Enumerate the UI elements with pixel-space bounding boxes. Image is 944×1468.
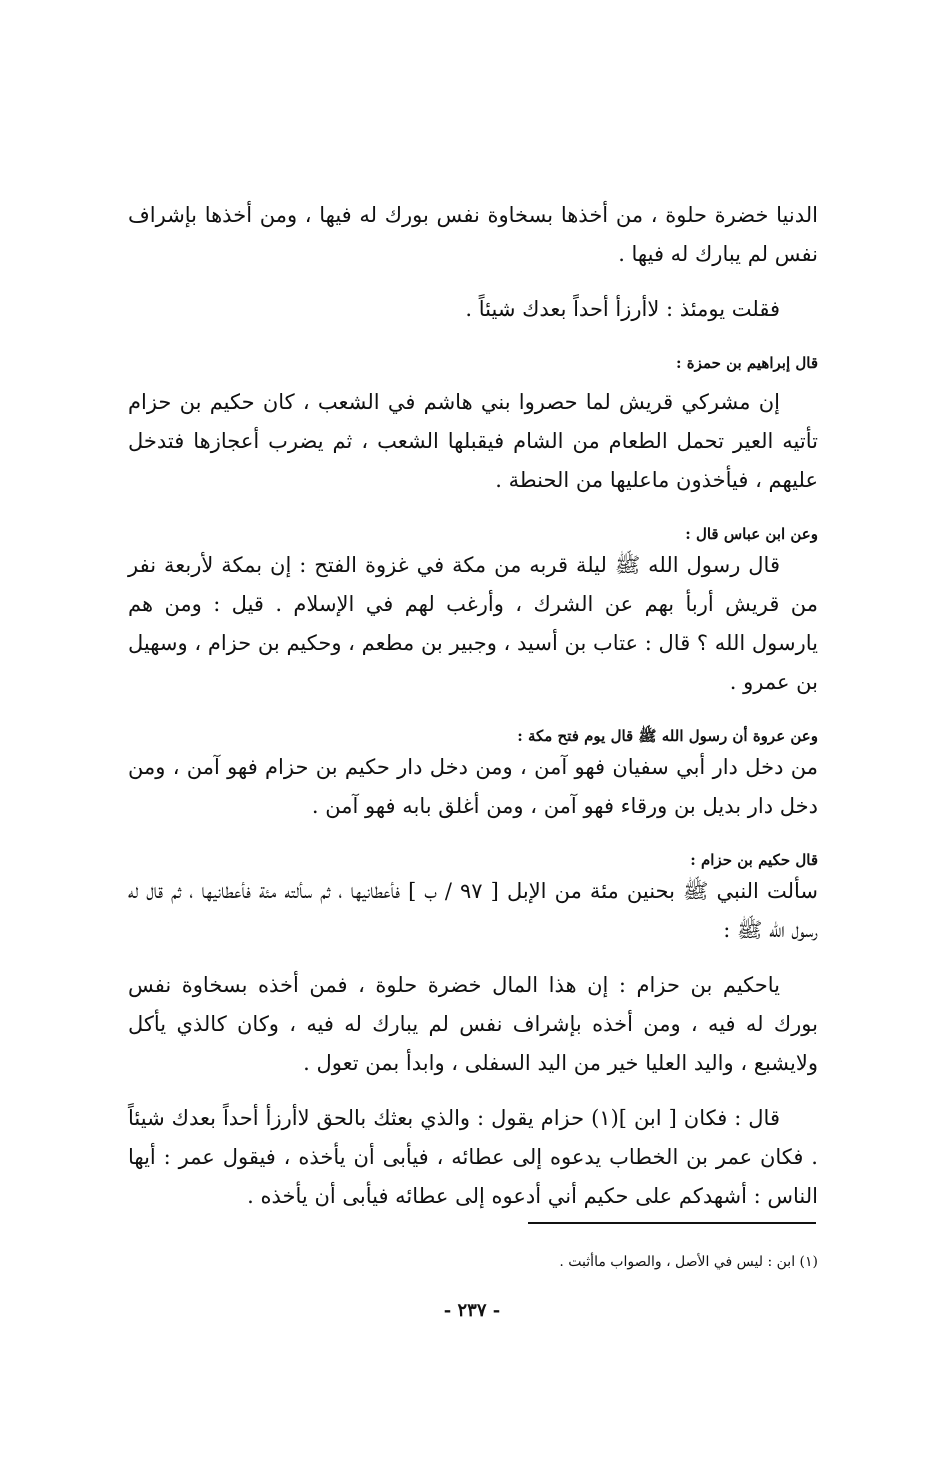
section-heading-hakim: قال حكيم بن حزام : (690, 851, 818, 869)
paragraph-2: فقلت يومئذ : لاأرزأ أحداً بعدك شيئاً . (465, 297, 780, 321)
paragraph-1: الدنيا خضرة حلوة ، من أخذها بسخاوة نفس بورك له فيها ، ومن أخذها بإشراف نفس لم يبارك له فيها . (128, 203, 818, 266)
section-heading-urwa: وعن عروة أن رسول الله ﷺ قال يوم فتح مكة : (517, 727, 818, 745)
paragraph-5: من دخل دار أبي سفيان فهو آمن ، ومن دخل دار حكيم بن حزام فهو آمن ، ومن دخل دار بديل بن ورقاء فهو آمن ، ومن أغلق بابه فهو آمن . (128, 755, 818, 818)
footnote: (١) ابن : ليس في الأصل ، والصواب ماأثبت . (559, 1254, 818, 1270)
section-heading-ibn-abbas: وعن ابن عباس قال : (685, 525, 818, 543)
footnote-divider (528, 1222, 816, 1224)
paragraph-4: قال رسول الله ﷺ ليلة قربه من مكة في غزوة الفتح : إن بمكة لأربعة نفر من قريش أربأ بهم عن الشرك ، وأرغب لهم في الإسلام . قيل : ومن هم يارسول الله ؟ قال : عتاب بن أسيد ، وجبير بن مطعم ، وحكيم بن حزام ، وسهيل بن عمرو . (128, 553, 818, 694)
paragraph-6: سألت النبي ﷺ بحنين مئة من الإبل [ ٩٧ / ب ] فأعطانيها ، ثم سألته مئة فأعطانيها ، ثم قال له رسول الله ﷺ : (128, 879, 819, 942)
page-body (128, 196, 818, 1216)
paragraph-3: إن مشركي قريش لما حصروا بني هاشم في الشعب ، كان حكيم بن حزام تأتيه العير تحمل الطعام من الشام فيقبلها الشعب ، ثم يضرب أعجازها فتدخل عليهم ، فيأخذون ماعليها من الحنطة . (128, 390, 818, 492)
paragraph-7: ياحكيم بن حزام : إن هذا المال خضرة حلوة ، فمن أخذه بسخاوة نفس بورك له فيه ، ومن أخذه بإشراف نفس لم يبارك له فيه ، وكان كالذي يأكل ولايشبع ، واليد العليا خير من اليد السفلى ، وابدأ بمن تعول . (128, 973, 818, 1075)
section-heading-ibrahim: قال إبراهيم بن حمزة : (676, 354, 818, 372)
page-number: - ٢٣٧ - (443, 1300, 501, 1321)
paragraph-8: قال : فكان [ ابن ](١) حزام يقول : والذي بعثك بالحق لاأرزأ أحداً بعدك شيئاً . فكان عمر بن الخطاب يدعوه إلى عطائه ، فيأبى أن يأخذه ، فيقول عمر : أيها الناس : أشهدكم على حكيم أني أدعوه إلى عطائه فيأبى أن يأخذه . (128, 1106, 818, 1208)
